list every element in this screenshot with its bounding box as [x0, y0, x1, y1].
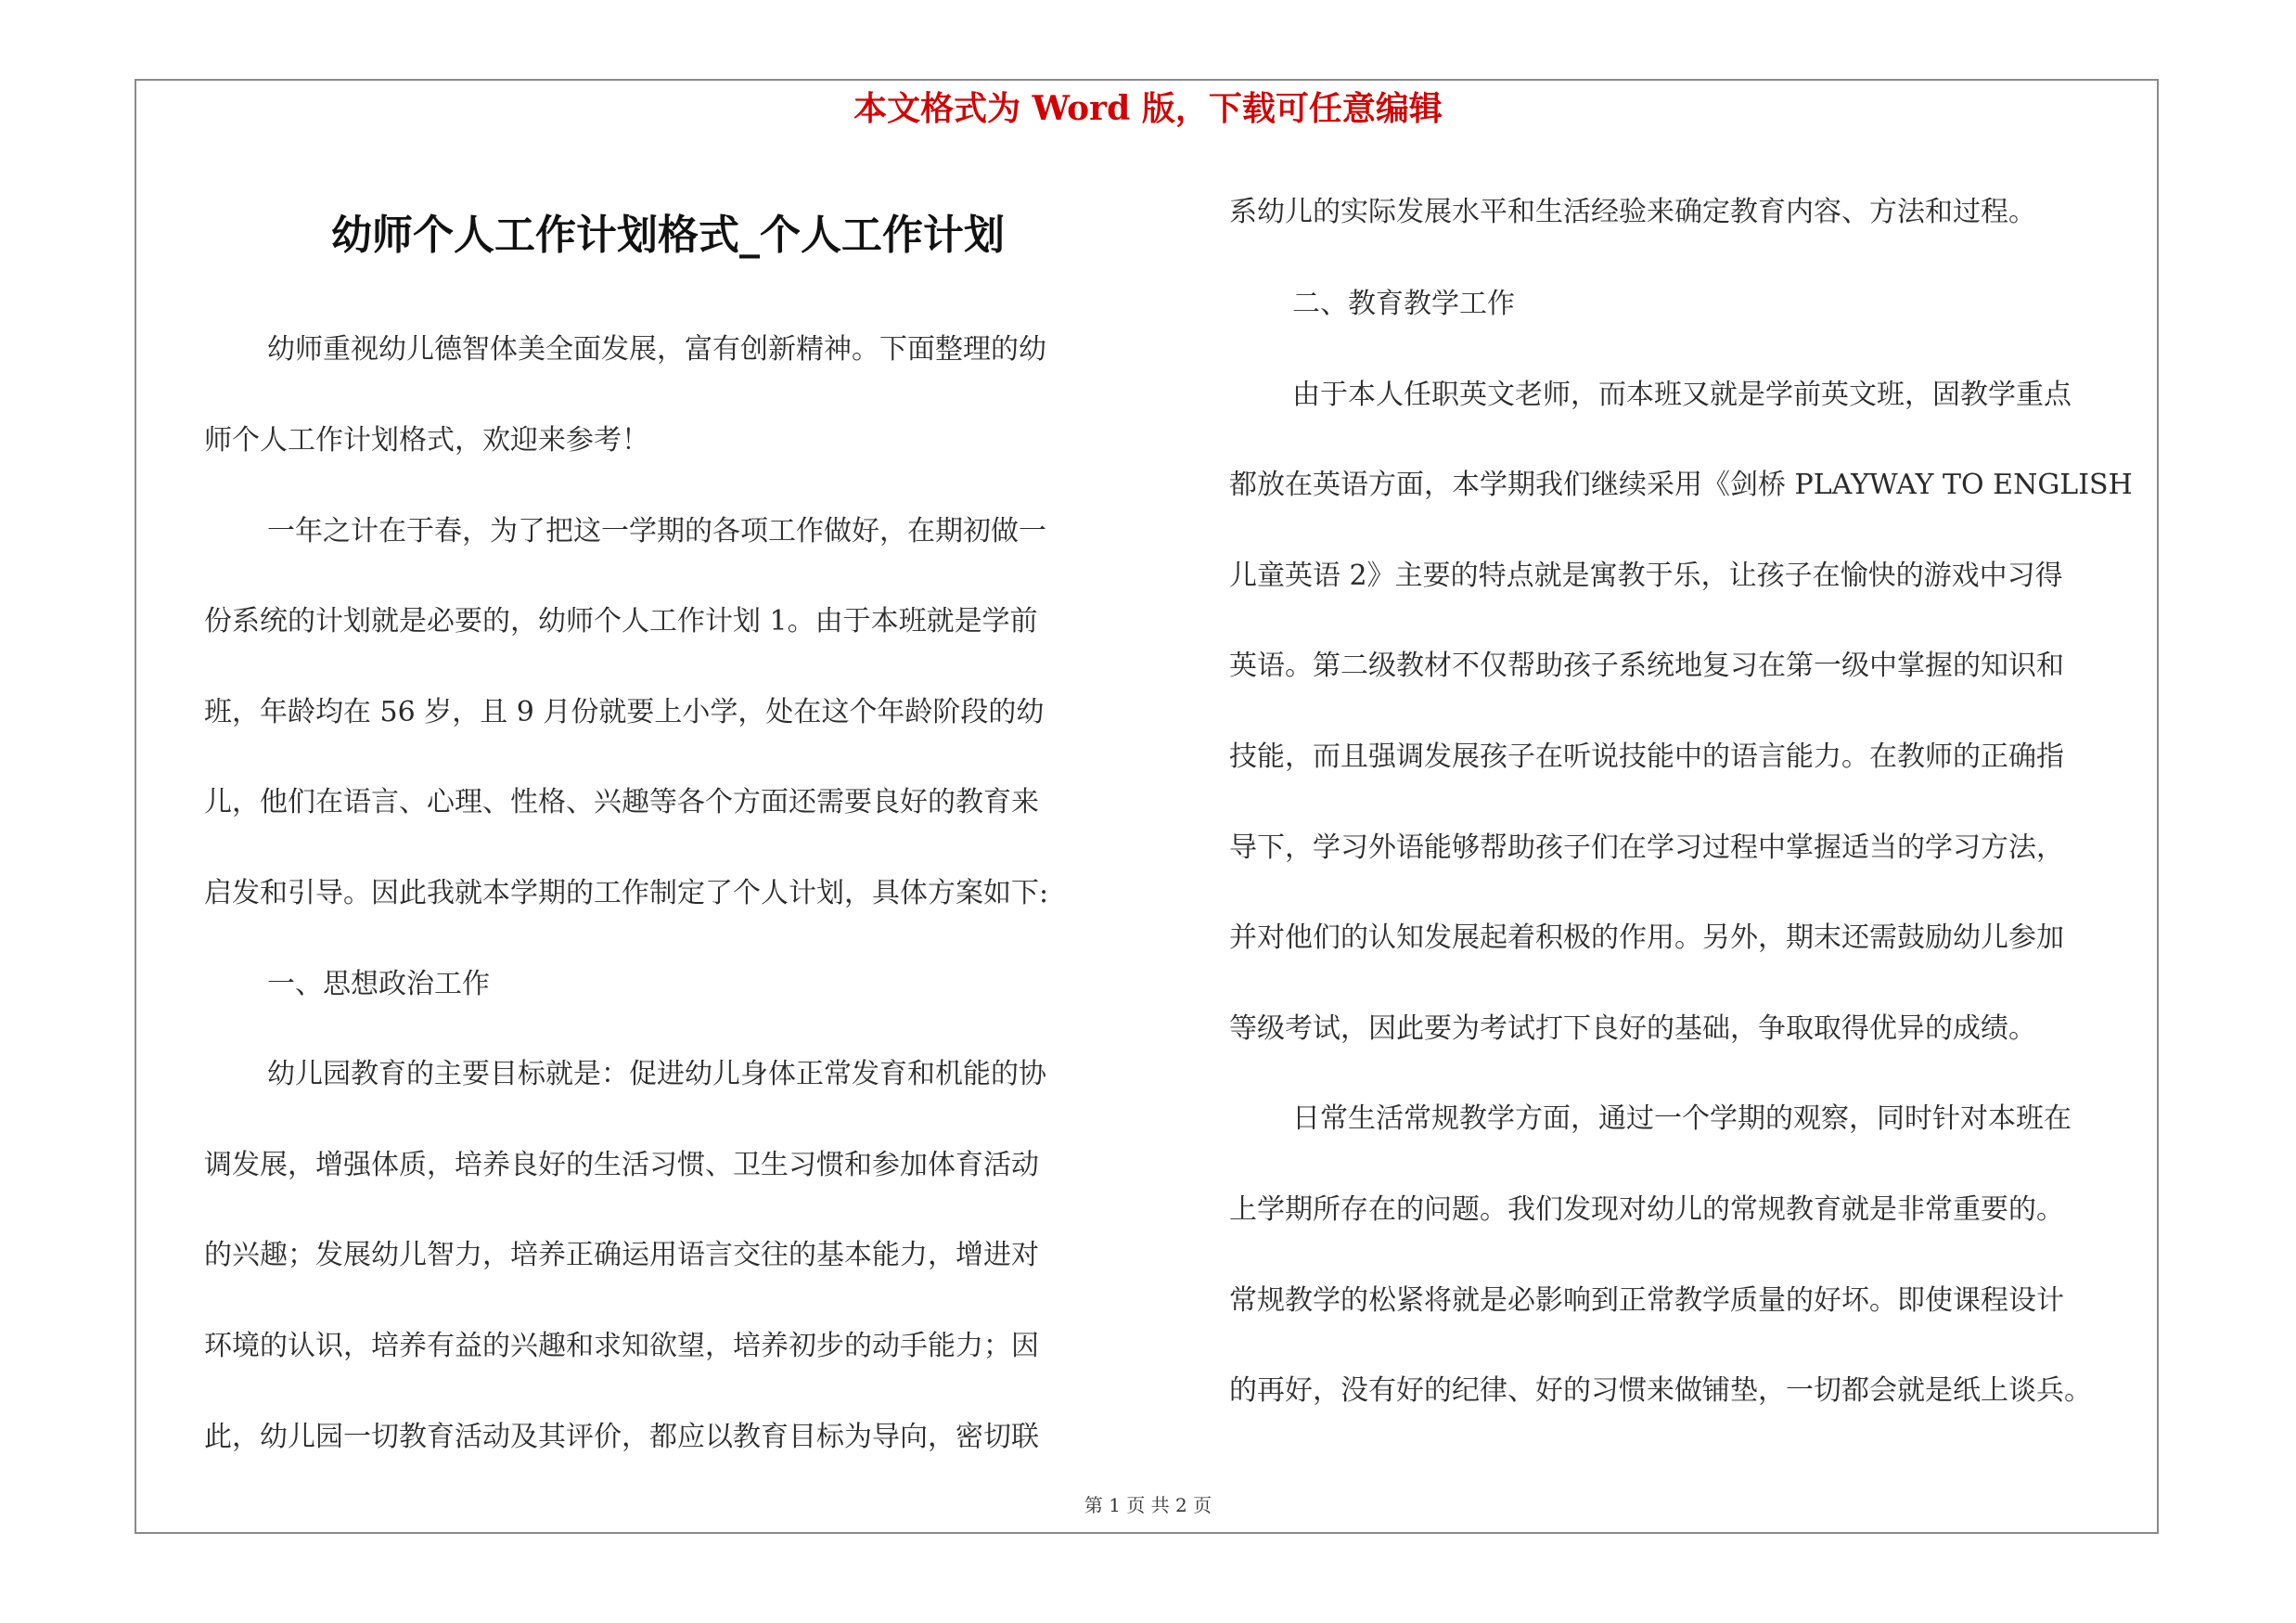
- body-line: 由于本人任职英文老师，而本班又就是学前英文班，固教学重点: [1292, 379, 2072, 411]
- body-line: 启发和引导。因此我就本学期的工作制定了个人计划，具体方案如下:: [204, 877, 1049, 909]
- document-title: 幼师个人工作计划格式_个人工作计划: [331, 212, 1005, 259]
- section-heading: 二、教育教学工作: [1292, 288, 1515, 320]
- body-line: 此，幼儿园一切教育活动及其评价，都应以教育目标为导向，密切联: [204, 1421, 1039, 1453]
- body-line: 幼儿园教育的主要目标就是：促进幼儿身体正常发育和机能的协: [267, 1058, 1046, 1090]
- body-line: 导下，学习外语能够帮助孩子们在学习过程中掌握适当的学习方法，: [1229, 831, 2064, 864]
- body-line: 上学期所存在的问题。我们发现对幼儿的常规教育就是非常重要的。: [1229, 1193, 2064, 1226]
- body-line: 份系统的计划就是必要的，幼师个人工作计划 1。由于本班就是学前: [204, 605, 1038, 638]
- body-line: 系幼儿的实际发展水平和生活经验来确定教育内容、方法和过程。: [1229, 196, 2036, 228]
- body-line: 都放在英语方面，本学期我们继续采用《剑桥 PLAYWAY TO ENGLISH: [1229, 469, 2133, 501]
- body-line: 并对他们的认知发展起着积极的作用。另外，期末还需鼓励幼儿参加: [1229, 921, 2064, 954]
- body-line: 儿，他们在语言、心理、性格、兴趣等各个方面还需要良好的教育来: [204, 786, 1039, 818]
- body-line: 日常生活常规教学方面，通过一个学期的观察，同时针对本班在: [1292, 1102, 2072, 1135]
- body-line: 调发展，增强体质，培养良好的生活习惯、卫生习惯和参加体育活动: [204, 1149, 1039, 1181]
- body-line: 幼师重视幼儿德智体美全面发展，富有创新精神。下面整理的幼: [267, 333, 1046, 366]
- body-line: 的再好，没有好的纪律、好的习惯来做铺垫，一切都会就是纸上谈兵。: [1229, 1374, 2092, 1407]
- body-line: 常规教学的松紧将就是必影响到正常教学质量的好坏。即使课程设计: [1229, 1284, 2064, 1317]
- body-line: 一年之计在于春，为了把这一学期的各项工作做好，在期初做一: [267, 515, 1046, 547]
- body-line: 班，年龄均在 56 岁，且 9 月份就要上小学，处在这个年龄阶段的幼: [204, 696, 1045, 728]
- body-line: 技能，而且强调发展孩子在听说技能中的语言能力。在教师的正确指: [1229, 741, 2064, 773]
- body-line: 师个人工作计划格式，欢迎来参考！: [204, 424, 649, 457]
- body-line: 英语。第二级教材不仅帮助孩子系统地复习在第一级中掌握的知识和: [1229, 650, 2064, 682]
- body-line: 的兴趣；发展幼儿智力，培养正确运用语言交往的基本能力，增进对: [204, 1239, 1039, 1271]
- page-number: 第 1 页 共 2 页: [1084, 1494, 1212, 1516]
- body-line: 环境的认识，培养有益的兴趣和求知欲望，培养初步的动手能力；因: [204, 1330, 1039, 1362]
- section-heading: 一、思想政治工作: [267, 968, 490, 1000]
- format-banner: 本文格式为 Word 版，下载可任意编辑: [853, 89, 1443, 128]
- body-line: 儿童英语 2》主要的特点就是寓教于乐，让孩子在愉快的游戏中习得: [1229, 560, 2063, 592]
- body-line: 等级考试，因此要为考试打下良好的基础，争取取得优异的成绩。: [1229, 1012, 2036, 1045]
